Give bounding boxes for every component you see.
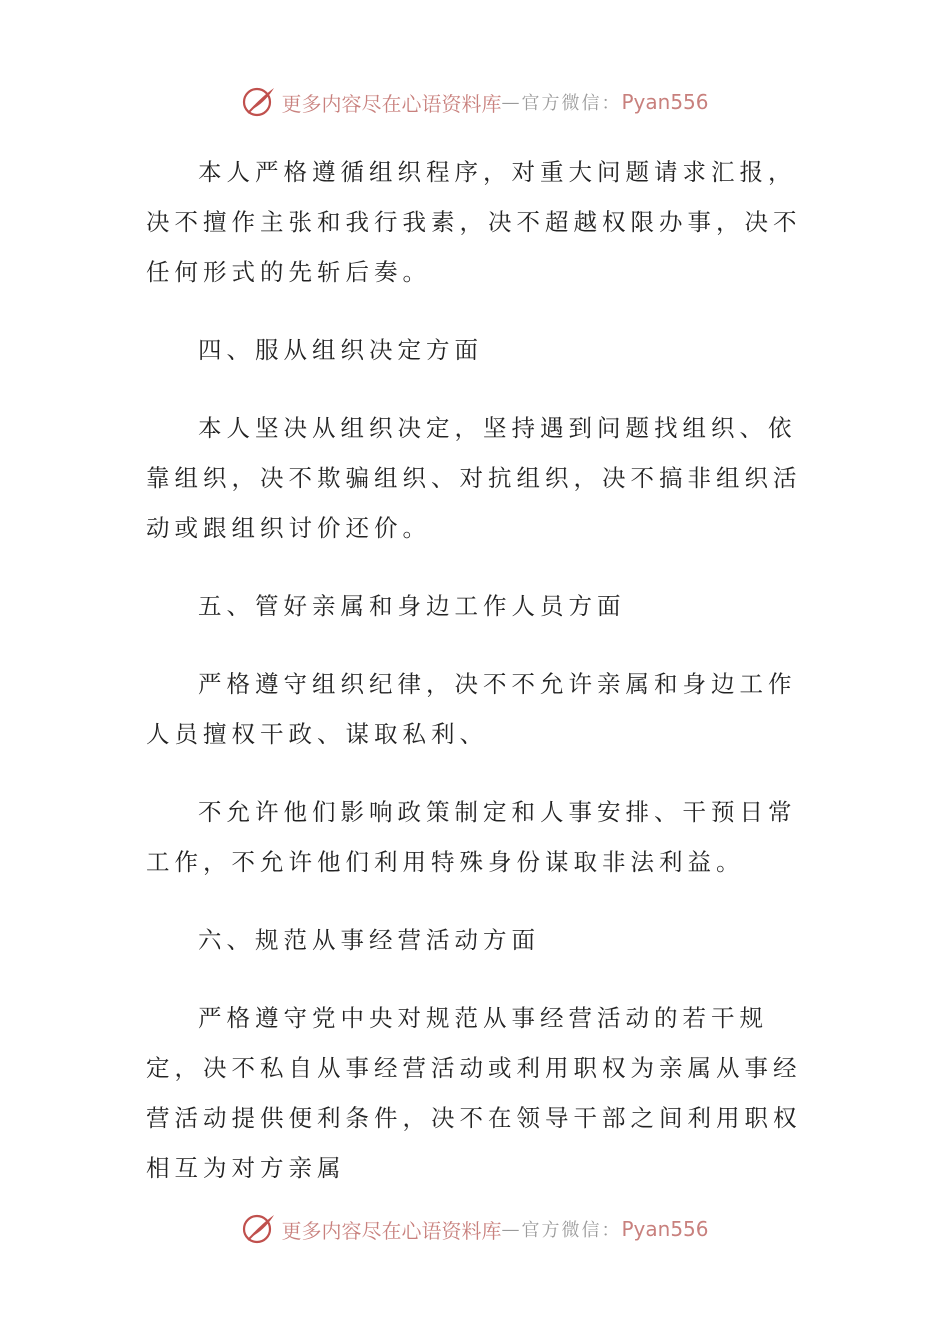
paragraph: 本人坚决从组织决定，坚持遇到问题找组织、依靠组织，决不欺骗组织、对抗组织，决不搞非组织活动或跟组织讨价还价。 (146, 414, 802, 542)
quill-logo-icon (241, 84, 277, 120)
paragraph: 严格遵守党中央对规范从事经营活动的若干规定，决不私自从事经营活动或利用职权为亲属从事经营活动提供便利条件，决不在领导干部之间利用职权相互为对方亲属 (146, 1004, 802, 1182)
document-body (146, 147, 806, 1193)
paragraph: 严格遵守组织纪律，决不不允许亲属和身边工作人员擅权干政、谋取私利、 (146, 670, 797, 748)
watermark-dash: — (501, 91, 522, 113)
header-watermark (0, 82, 950, 122)
watermark-main-text: 更多内容尽在心语资料库 (281, 1218, 502, 1243)
watermark-sub-text: 官方微信： (521, 1220, 622, 1241)
section-heading: 四、服从组织决定方面 (198, 336, 483, 364)
watermark-main-text: 更多内容尽在心语资料库 (281, 91, 502, 116)
watermark-sub-text: 官方微信： (521, 93, 622, 114)
paragraph: 本人严格遵循组织程序，对重大问题请求汇报，决不擅作主张和我行我素，决不超越权限办事，决不任何形式的先斩后奏。 (146, 158, 802, 286)
watermark-wechat-id: Pyan556 (621, 90, 709, 114)
watermark-wechat-id: Pyan556 (621, 1217, 709, 1241)
footer-watermark (0, 1209, 950, 1249)
quill-logo-icon (241, 1211, 277, 1247)
section-heading: 五、管好亲属和身边工作人员方面 (198, 592, 626, 620)
paragraph: 不允许他们影响政策制定和人事安排、干预日常工作，不允许他们利用特殊身份谋取非法利益。 (146, 798, 797, 876)
watermark-dash: — (501, 1218, 522, 1240)
section-heading: 六、规范从事经营活动方面 (198, 926, 540, 954)
